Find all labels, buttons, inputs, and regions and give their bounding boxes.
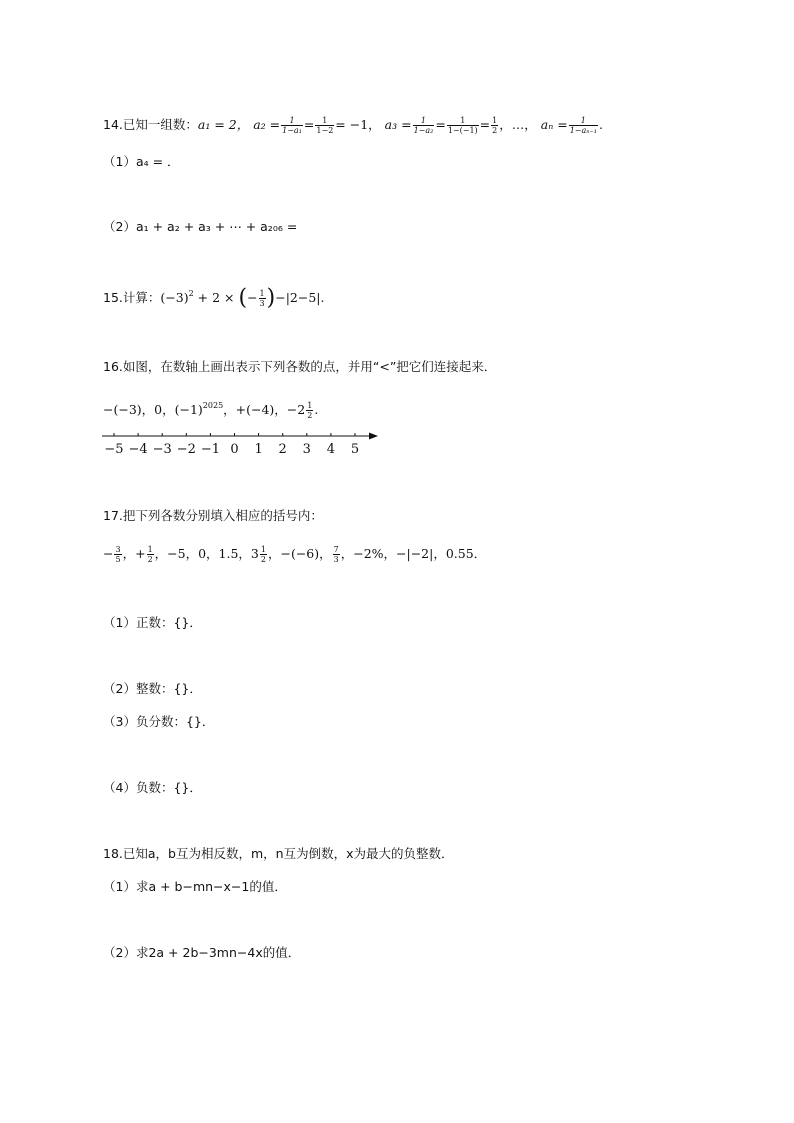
q15-expr-c: −|2−5|. xyxy=(275,290,325,305)
q16-frac xyxy=(306,401,313,420)
q16-numbers xyxy=(103,397,318,420)
q16-frac-den: 2 xyxy=(307,411,313,420)
q14-label: 14.已知一组数： xyxy=(103,117,198,132)
number-line-tick-label: 2 xyxy=(278,442,287,457)
q15-exponent: 2 xyxy=(188,289,194,298)
q17-frac-4 xyxy=(333,545,340,564)
q14-frac-a2 xyxy=(281,116,303,135)
q15-paren-left: ( xyxy=(238,285,248,311)
question-17-stem: 17.把下列各数分别填入相应的括号内： xyxy=(103,508,323,523)
q14-a1: a₁ = 2， xyxy=(197,117,250,132)
question-16-stem: 16.如图，在数轴上画出表示下列各数的点，并用“<”把它们连接起来． xyxy=(103,359,497,374)
q14-a3-mid: = xyxy=(435,117,446,132)
q14-frac-a3c-den: 2 xyxy=(492,126,498,135)
q16-exponent: 2025 xyxy=(202,401,224,410)
q14-frac-a2b-num: 1 xyxy=(315,116,334,126)
q14-a3-lhs: a₃ = xyxy=(384,117,412,132)
number-line-tick-label: −2 xyxy=(176,442,196,457)
q15-expr-b: + 2 × xyxy=(193,290,239,305)
q17-numbers xyxy=(103,545,486,564)
q17-frac-2-den: 2 xyxy=(147,555,153,564)
number-line-tick-label: −3 xyxy=(152,442,172,457)
q17-frac-2 xyxy=(147,545,154,564)
q15-label: 15.计算： xyxy=(103,290,161,305)
q17-part3: （3）负分数：{}． xyxy=(103,714,215,729)
q17-frac-2-num: 1 xyxy=(147,545,153,554)
q17-sep1: ，+ xyxy=(122,546,146,561)
number-line-tick-label: 4 xyxy=(326,442,336,457)
q14-ellipsis: ，…， xyxy=(499,117,537,132)
number-line-tick-label: 3 xyxy=(302,442,311,457)
q17-mid2: ，−(−6)， xyxy=(267,546,332,561)
q17-frac-3-den: 2 xyxy=(260,555,266,564)
q14-frac-an xyxy=(569,116,598,135)
q14-a2-mid: = xyxy=(303,117,315,132)
q17-part1: （1）正数：{}． xyxy=(103,615,202,630)
q14-frac-a3 xyxy=(413,116,435,135)
q14-frac-a2b xyxy=(315,116,334,135)
number-line-tick-label: 1 xyxy=(254,442,263,457)
q14-frac-a2-num: 1 xyxy=(281,116,303,126)
q14-frac-a2b-den: 1−2 xyxy=(316,126,334,135)
q14-a3-eq: = xyxy=(479,117,491,132)
q14-frac-a3-den: 1−a₂ xyxy=(413,126,434,135)
question-15 xyxy=(103,285,325,311)
q18-part2: （2）求2a + 2b−3mn−4x的值． xyxy=(103,945,301,960)
number-line xyxy=(100,426,385,458)
q14-a2-tail: = −1， xyxy=(335,117,381,132)
q15-frac-neg: − xyxy=(247,290,258,305)
number-line-tick-label: −4 xyxy=(128,442,148,457)
q14-frac-a3c xyxy=(491,116,498,135)
number-line-tick-label: 5 xyxy=(350,442,360,457)
q14-frac-a3-num: 1 xyxy=(413,116,435,126)
question-18-stem: 18.已知a，b互为相反数，m，n互为倒数，x为最大的负整数． xyxy=(103,846,454,861)
q14-frac-a3c-num: 1 xyxy=(492,116,498,125)
number-line-ticks xyxy=(104,433,359,457)
q17-tail: ，−2%，−|−2|，0.55． xyxy=(340,546,487,561)
question-14-stem xyxy=(103,116,603,135)
q16-frac-num: 1 xyxy=(307,401,313,410)
q16-nums-b: ，+(−4)，−2 xyxy=(223,402,306,417)
q17-frac-4-den: 3 xyxy=(333,555,339,564)
number-line-tick-label: −5 xyxy=(104,442,124,457)
q14-frac-an-num: 1 xyxy=(569,116,598,126)
q17-mid: ，−5，0，1.5，3 xyxy=(154,546,259,561)
q17-frac-3 xyxy=(260,545,267,564)
q17-frac-1-num: 3 xyxy=(115,545,121,554)
q18-part1: （1）求a + b−mn−x−1的值． xyxy=(103,879,287,894)
q15-frac-num: 1 xyxy=(259,289,265,298)
q14-frac-a2-den: 1−a₁ xyxy=(282,126,302,135)
q17-part2: （2）整数：{}． xyxy=(103,681,202,696)
q17-frac-4-num: 7 xyxy=(333,545,339,554)
q14-frac-an-den: 1−aₙ₋₁ xyxy=(569,126,597,135)
q14-frac-a3b xyxy=(447,116,479,135)
q14-frac-a3b-num: 1 xyxy=(447,116,479,126)
q14-part2: （2）a₁ + a₂ + a₃ + ⋯ + a₂₀₆ = xyxy=(103,219,298,234)
q15-frac-den: 3 xyxy=(259,299,265,308)
number-line-arrow-icon xyxy=(369,433,378,440)
q15-frac xyxy=(259,289,266,308)
q14-a2-lhs: a₂ = xyxy=(253,117,281,132)
number-line-tick-label: 0 xyxy=(230,442,239,457)
q17-part4: （4）负数：{}． xyxy=(103,780,202,795)
q17-frac-1 xyxy=(114,545,121,564)
q17-f1-neg: − xyxy=(103,546,114,561)
q14-end: . xyxy=(598,117,603,132)
q15-expr-a: (−3) xyxy=(160,290,189,305)
q15-paren-right: ) xyxy=(266,285,276,311)
q16-nums-a: −(−3)，0，(−1) xyxy=(103,402,203,417)
q14-frac-a3b-den: 1−(−1) xyxy=(447,126,478,135)
q16-end: . xyxy=(314,402,319,417)
number-line-tick-label: −1 xyxy=(200,442,220,457)
q17-frac-1-den: 5 xyxy=(115,555,121,564)
q17-frac-3-num: 1 xyxy=(260,545,266,554)
q14-part1: （1）a₄ = ． xyxy=(103,154,180,169)
q14-an-lhs: aₙ = xyxy=(540,117,568,132)
